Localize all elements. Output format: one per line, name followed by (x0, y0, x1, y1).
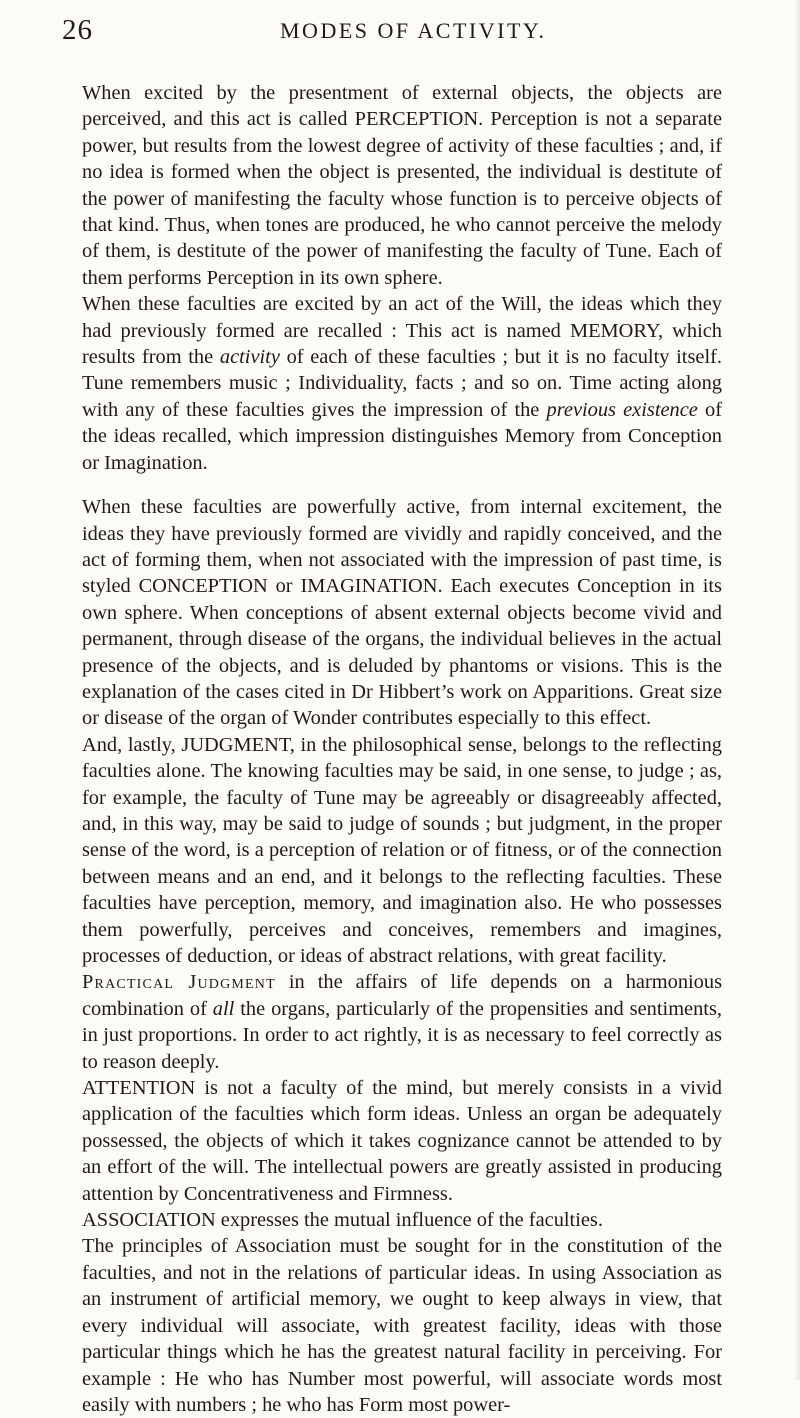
paragraph-memory-text-b: of each of these faculties ; but it is no faculty itself. Tune remembers music ; Individuality, facts ; and so on. Time acting along with any of these faculties gives the impression of the (82, 346, 723, 421)
paragraph-association-principles: The principles of Association must be sought for in the constitution of the faculties, and not in the relations of particular ideas. In using Association as an instrument of artificial memory, we ought to keep always in view, that every individual will associate, with greatest facility, ideas with those particular things which he has the greatest natural facility in perceiving. For example : He who has Number most powerful, will associate words most easily with numbers ; he who has Form most power- (82, 1235, 722, 1416)
paragraph-association: ASSOCIATION expresses the mutual influence of the faculties. (82, 1209, 603, 1232)
emphasis-previous-existence: previous existence (546, 398, 698, 421)
paragraph-judgment: And, lastly, JUDGMENT, in the philosophical sense, belongs to the reflecting faculties alone. The knowing faculties may be said, in one sense, to judge ; as, for example, the faculty of Tune may be agreeably or disagreeably affected, and, in this way, may be said to judge of sounds ; but judgment, in the proper sense of the word, is a perception of relation or of fitness, or of the connection between means and an end, and it belongs to the reflecting faculties. These faculties have perception, memory, and imagination also. He who possesses them powerfully, perceives and conceives, remembers and imagines, processes of deduction, or ideas of abstract relations, with great facility. (82, 733, 722, 967)
paragraph-memory (82, 291, 722, 476)
running-head: MODES OF ACTIVITY. (280, 18, 547, 43)
paragraph-attention: ATTENTION is not a faculty of the mind, but merely consists in a vivid application of the faculties which form ideas. Unless an organ be adequately possessed, the objects of which it takes cognizance cannot be attended to by an effort of the will. The intellectual powers are greatly assisted in producing attention by Concentrativeness and Firmness. (82, 1077, 722, 1205)
emphasis-all: all (212, 997, 235, 1020)
paragraph-practical-text-b: the organs, particularly of the propensities and sentiments, in just proportions. In order to act rightly, it is as necessary to feel correctly as to reason deeply. (82, 997, 722, 1073)
practical-judgment-heading: Practical Judgment (82, 971, 276, 994)
body-text (82, 80, 722, 1418)
paragraph-perception: When excited by the presentment of external objects, the objects are perceived, and this act is called PERCEPTION. Perception is not a separate power, but results from the lowest degree of activity of these faculties ; and, if no idea is formed when the object is presented, the individual is destitute of the power of manifesting the faculty whose function is to perceive objects of that kind. Thus, when tones are produced, he who cannot perceive the melody of them, is destitute of the power of manifesting the faculty of Tune. Each of them performs Perception in its own sphere. (82, 82, 722, 289)
paragraph-memory-text-c: of the ideas recalled, which impression distinguishes Memory from Conception or Imagination. (82, 398, 722, 474)
paragraph-practical-text-a: in the affairs of life depends on a harmonious combination of (82, 971, 723, 1020)
page-number: 26 (62, 14, 93, 46)
page-header (62, 14, 762, 54)
paragraph-practical-judgment (82, 969, 722, 1075)
paragraph-memory-text-a: When these faculties are excited by an act of the Will, the ideas which they had previously formed are recalled : This act is named MEMORY, which results from the (82, 293, 722, 369)
paragraph-conception: When these faculties are powerfully active, from internal excitement, the ideas they have previously formed are vividly and rapidly conceived, and the act of forming them, when not associated with the impression of past time, is styled CONCEPTION or IMAGINATION. Each executes Conception in its own sphere. When conceptions of absent external objects become vivid and permanent, through disease of the organs, the individual believes in the actual presence of the objects, and is deluded by phantoms or visions. This is the explanation of the cases cited in Dr Hibbert’s work on Apparitions. Great size or disease of the organ of Wonder contributes especially to this effect. (82, 496, 722, 730)
page-edge-shadow (794, 0, 800, 1380)
emphasis-activity: activity (219, 346, 280, 369)
